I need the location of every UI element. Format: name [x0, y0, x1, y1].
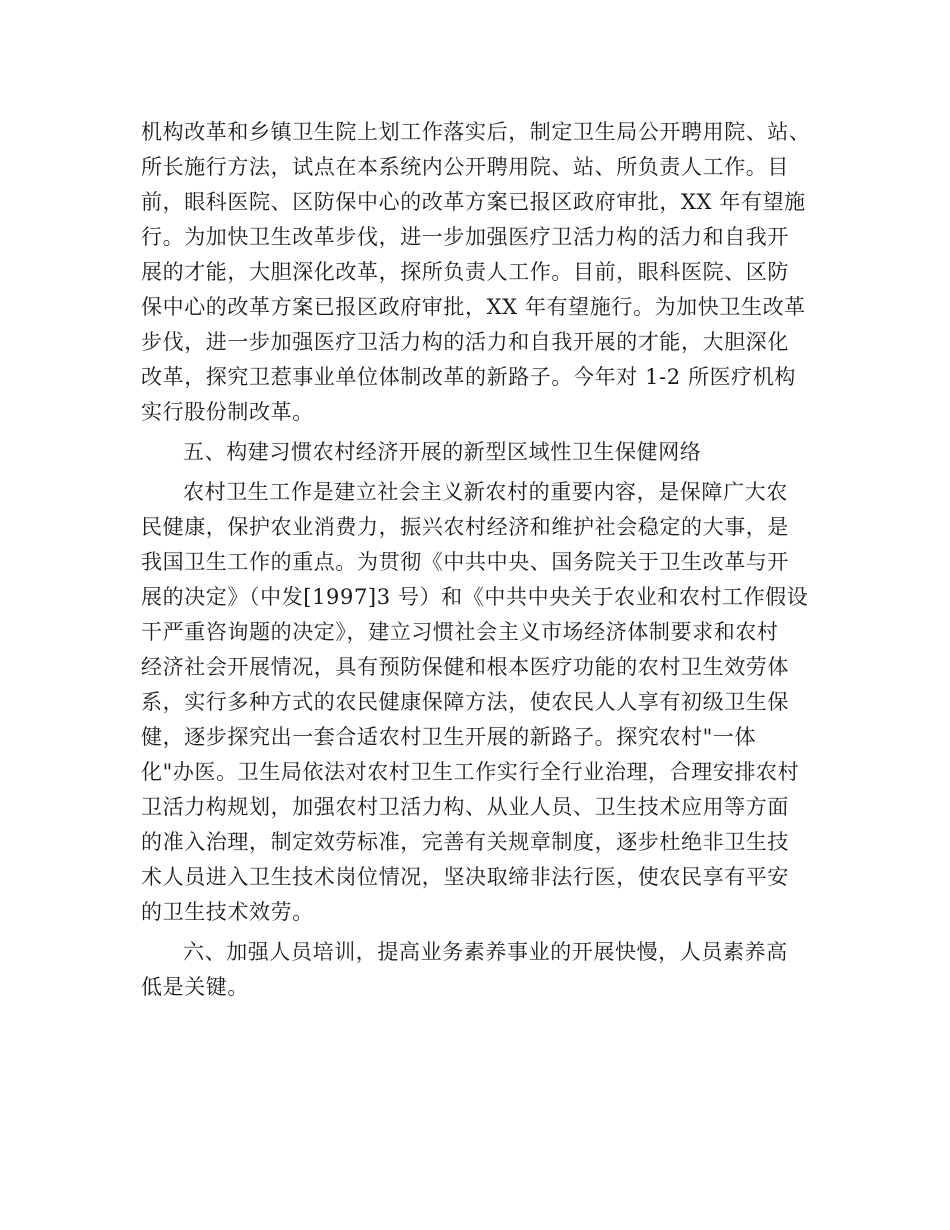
- text-line: 干严重咨询题的决定》，建立习惯社会主义市场经济体制要求和农村: [141, 620, 779, 644]
- text-line: 系，实行多种方式的农民健康保障方法，使农民人人享有初级卫生保: [141, 690, 789, 714]
- text-line: 经济社会开展情况，具有预防保健和根本医疗功能的农村卫生效劳体: [141, 655, 789, 679]
- paragraph-first-line: 农村卫生工作是建立社会主义新农村的重要内容，是保障广大农: [183, 480, 788, 504]
- text-line: 术人员进入卫生技术岗位情况，坚决取缔非法行医，使农民享有平安: [141, 865, 789, 889]
- text-line: 的卫生技术效劳。: [141, 900, 314, 924]
- text-line: 步伐，进一步加强医疗卫活力构的活力和自我开展的才能，大胆深化: [141, 330, 789, 354]
- text-line: 展的才能，大胆深化改革，探所负责人工作。目前，眼科医院、区防: [141, 260, 789, 284]
- text-line: 我国卫生工作的重点。为贯彻《中共中央、国务院关于卫生改革与开: [141, 550, 789, 574]
- text-line: 实行股份制改革。: [141, 400, 314, 424]
- section-heading: 五、构建习惯农村经济开展的新型区域性卫生保健网络: [183, 440, 702, 464]
- text-line: 机构改革和乡镇卫生院上划工作落实后，制定卫生局公开聘用院、站、: [141, 120, 811, 144]
- text-line: 展的决定》（中发[1997]3 号）和《中共中央关于农业和农村工作假设: [141, 585, 809, 609]
- text-line: 卫活力构规划，加强农村卫活力构、从业人员、卫生技术应用等方面: [141, 795, 789, 819]
- text-line: 保中心的改革方案已报区政府审批，XX 年有望施行。为加快卫生改革: [141, 295, 806, 319]
- text-line: 健，逐步探究出一套合适农村卫生开展的新路子。探究农村"一体: [141, 725, 757, 749]
- text-line: 的准入治理，制定效劳标准，完善有关规章制度，逐步杜绝非卫生技: [141, 830, 789, 854]
- section-heading: 六、加强人员培训，提高业务素养事业的开展快慢，人员素养高: [183, 940, 788, 964]
- text-line: 低是关键。: [141, 975, 249, 999]
- text-line: 行。为加快卫生改革步伐，进一步加强医疗卫活力构的活力和自我开: [141, 225, 789, 249]
- text-line: 化"办医。卫生局依法对农村卫生工作实行全行业治理，合理安排农村: [141, 760, 800, 784]
- text-line: 民健康，保护农业消费力，振兴农村经济和维护社会稳定的大事，是: [141, 515, 789, 539]
- text-line: 改革，探究卫惹事业单位体制改革的新路子。今年对 1-2 所医疗机构: [141, 365, 796, 389]
- text-line: 所长施行方法，试点在本系统内公开聘用院、站、所负责人工作。目: [141, 155, 789, 179]
- text-line: 前，眼科医院、区防保中心的改革方案已报区政府审批，XX 年有望施: [141, 190, 806, 214]
